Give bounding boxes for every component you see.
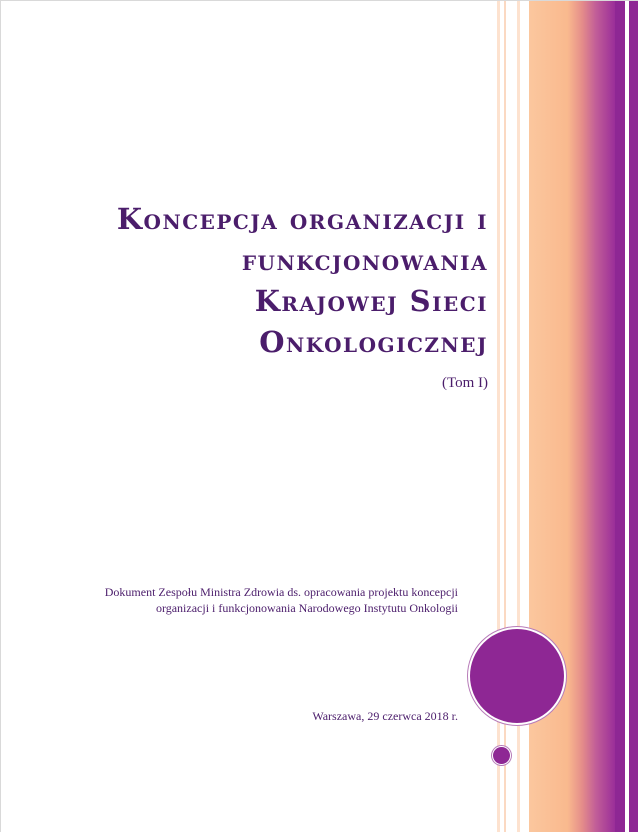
volume-label: (Tom I) [441,375,488,391]
title-line: funkcjonowania [241,243,488,277]
description-line: organizacji i funkcjonowania Narodowego Instytutu Onkologii [155,601,458,615]
title-line: Koncepcja organizacji i [116,202,488,236]
description-line: Dokument Zespołu Ministra Zdrowia ds. opracowania projektu koncepcji [104,585,458,599]
place-and-date: Warszawa, 29 czerwca 2018 r. [312,709,458,723]
decorative-small-circle [493,747,510,764]
title-line: Krajowej Sieci [254,284,488,318]
title-line: Onkologicznej [259,325,488,359]
decorative-large-circle [470,629,564,723]
decorative-stripe [629,1,638,832]
document-title [28,199,488,363]
decorative-stripe [615,1,625,832]
document-description [38,584,458,616]
